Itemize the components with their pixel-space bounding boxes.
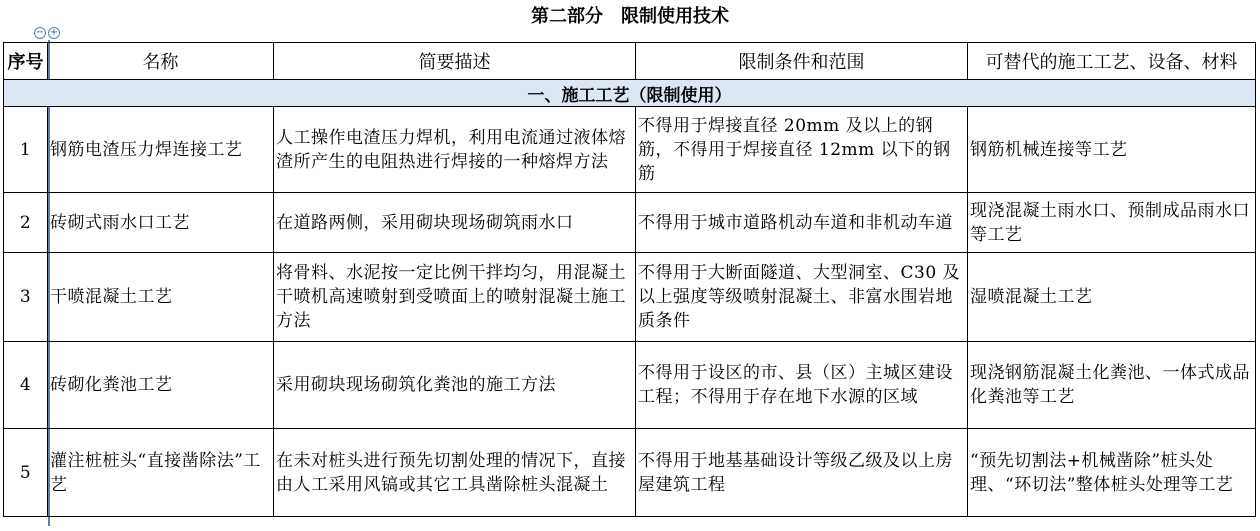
cell-limit[interactable]: 不得用于大断面隧道、大型洞室、C30 及以上强度等级喷射混凝土、非富水围岩地质条件: [636, 253, 968, 342]
cell-desc[interactable]: 在未对桩头进行预先切割处理的情况下，直接由人工采用风镐或其它工具凿除桩头混凝土: [274, 429, 636, 517]
cell-alt[interactable]: 现浇混凝土雨水口、预制成品雨水口等工艺: [968, 193, 1256, 253]
cell-desc[interactable]: 采用砌块现场砌筑化粪池的施工方法: [274, 342, 636, 429]
cell-alt[interactable]: “预先切割法+机械凿除”桩头处理、“环切法”整体桩头处理等工艺: [968, 429, 1256, 517]
outline-controls: [34, 27, 60, 39]
header-desc[interactable]: 简要描述: [274, 43, 636, 80]
table-row: [4, 107, 1256, 193]
expand-outline-icon[interactable]: +: [49, 27, 59, 38]
cell-name[interactable]: 钢筋电渣压力焊连接工艺: [48, 107, 274, 193]
cell-limit[interactable]: 不得用于城市道路机动车道和非机动车道: [636, 193, 968, 253]
section-row: [4, 80, 1256, 107]
cell-limit[interactable]: 不得用于设区的市、县（区）主城区建设工程；不得用于存在地下水源的区域: [636, 342, 968, 429]
table-row: [4, 253, 1256, 342]
header-limit[interactable]: 限制条件和范围: [636, 43, 968, 80]
cell-name[interactable]: 砖砌化粪池工艺: [48, 342, 274, 429]
cell-desc[interactable]: 将骨料、水泥按一定比例干拌均匀，用混凝土干喷机高速喷射到受喷面上的喷射混凝土施工方法: [274, 253, 636, 342]
cell-desc[interactable]: 在道路两侧，采用砌块现场砌筑雨水口: [274, 193, 636, 253]
cell-num[interactable]: 5: [4, 429, 48, 517]
header-alt[interactable]: 可替代的施工工艺、设备、材料: [968, 43, 1256, 80]
cell-limit[interactable]: 不得用于焊接直径 20mm 及以上的钢筋，不得用于焊接直径 12mm 以下的钢筋: [636, 107, 968, 193]
header-row: [4, 43, 1256, 80]
cell-name[interactable]: 干喷混凝土工艺: [48, 253, 274, 342]
cell-alt[interactable]: 现浇钢筋混凝土化粪池、一体式成品化粪池等工艺: [968, 342, 1256, 429]
restricted-tech-table: [3, 42, 1256, 517]
cell-num[interactable]: 4: [4, 342, 48, 429]
page-title: 第二部分 限制使用技术: [531, 6, 729, 27]
table-row: [4, 193, 1256, 253]
section-title[interactable]: 一、施工工艺（限制使用）: [4, 80, 1256, 107]
table-row: [4, 429, 1256, 517]
cell-num[interactable]: 1: [4, 107, 48, 193]
table-row: [4, 342, 1256, 429]
cell-alt[interactable]: 湿喷混凝土工艺: [968, 253, 1256, 342]
cell-num[interactable]: 2: [4, 193, 48, 253]
cell-name[interactable]: 砖砌式雨水口工艺: [48, 193, 274, 253]
collapse-outline-icon[interactable]: −: [35, 27, 45, 38]
cell-alt[interactable]: 钢筋机械连接等工艺: [968, 107, 1256, 193]
header-name[interactable]: 名称: [48, 43, 274, 80]
cell-limit[interactable]: 不得用于地基基础设计等级乙级及以上房屋建筑工程: [636, 429, 968, 517]
cell-desc[interactable]: 人工操作电渣压力焊机，利用电流通过液体熔渣所产生的电阻热进行焊接的一种熔焊方法: [274, 107, 636, 193]
header-seq[interactable]: 序号: [4, 43, 48, 80]
cell-num[interactable]: 3: [4, 253, 48, 342]
cell-name[interactable]: 灌注桩桩头“直接凿除法”工艺: [48, 429, 274, 517]
